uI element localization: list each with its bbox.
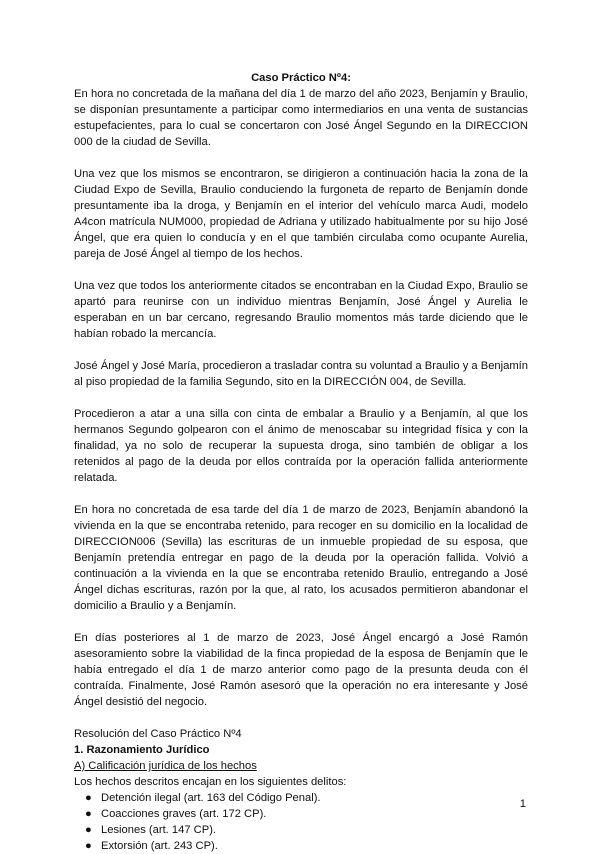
paragraph-7: En días posteriores al 1 de marzo de 2023, José Ángel encargó a José Ramón asesoramiento sobre la viabilidad de la finca propiedad de la esposa de Benjamín que le había entregado el día 1 de marzo anterior como pago de la presunta deuda con él contraída. Finalmente, José Ramón asesoró que la operación no era interesante y José Ángel desistió del negocio. <box>74 632 528 708</box>
case-title: Caso Práctico Nº4: <box>251 72 351 84</box>
list-item <box>74 822 528 838</box>
crimes-list <box>74 790 528 854</box>
bullet-icon: ● <box>85 792 92 804</box>
list-item-text: Detención ilegal (art. 163 del Código Penal). <box>101 792 321 804</box>
bullet-icon: ● <box>85 824 92 836</box>
list-item <box>74 790 528 806</box>
paragraph-5: Procedieron a atar a una silla con cinta de embalar a Braulio y a Benjamín, al que los hermanos Segundo golpearon con el ánimo de menoscabar su integridad física y con la finalidad, ya no solo de recuperar la supuesta droga, sino también de obligar a los retenidos al pago de la deuda por ellos contraída por la operación fallida anteriormente relatada. <box>74 408 528 484</box>
bullet-icon: ● <box>85 808 92 820</box>
list-item-text: Lesiones (art. 147 CP). <box>101 824 217 836</box>
paragraph-1: En hora no concretada de la mañana del día 1 de marzo del año 2023, Benjamín y Braulio, se disponían presuntamente a participar como intermediarios en una venta de sustancias estupefacientes, para lo cual se concertaron con José Ángel Segundo en la DIRECCION 000 de la ciudad de Sevilla. <box>74 88 528 148</box>
list-item-text: Extorsión (art. 243 CP). <box>101 840 218 852</box>
paragraph-2: Una vez que los mismos se encontraron, se dirigieron a continuación hacia la zona de la Ciudad Expo de Sevilla, Braulio conduciendo la furgoneta de reparto de Benjamín donde presuntamente iba la droga, y Benjamín en el interior del vehículo marca Audi, modelo A4con matrícula NUM000, propiedad de Adriana y utilizado habitualmente por su hijo José Ángel, que era quien lo conducía y en el que también circulaba como ocupante Aurelia, pareja de José Ángel al tiempo de los hechos. <box>74 168 528 260</box>
list-item <box>74 838 528 854</box>
page-number: 1 <box>519 798 526 810</box>
bullet-icon: ● <box>85 840 92 852</box>
list-item <box>74 806 528 822</box>
paragraph-6: En hora no concretada de esa tarde del día 1 de marzo de 2023, Benjamín abandonó la vivienda en la que se encontraba retenido, para recoger en su domicilio en la localidad de DIRECCION006 (Sevilla) las escrituras de un inmueble propiedad de su esposa, que Benjamín pretendía entregar en pago de la deuda por la operación fallida. Volvió a continuación a la vivienda en la que se encontraba retenido Braulio, entregando a José Ángel dichas escrituras, razón por la que, al rato, los acusados permitieron abandonar el domicilio a Braulio y a Benjamín. <box>74 504 528 612</box>
document-page <box>74 70 528 854</box>
crimes-intro: Los hechos descritos encajan en los siguientes delitos: <box>74 776 347 788</box>
resolution-heading: Resolución del Caso Práctico Nº4 <box>74 728 242 740</box>
paragraph-3: Una vez que todos los anteriormente citados se encontraban en la Ciudad Expo, Braulio se apartó para reunirse con un individuo mientras Benjamín, José Ángel y Aurelia le esperaban en un bar cercano, regresando Braulio momentos más tarde diciendo que le habían robado la mercancía. <box>74 280 528 340</box>
paragraph-4: José Ángel y José María, procedieron a trasladar contra su voluntad a Braulio y a Benjamín al piso propiedad de la familia Segundo, sito en la DIRECCIÓN 004, de Sevilla. <box>74 360 528 388</box>
subsection-title: A) Calificación jurídica de los hechos <box>74 760 257 772</box>
list-item-text: Coacciones graves (art. 172 CP). <box>101 808 267 820</box>
section-title: 1. Razonamiento Jurídico <box>74 744 210 756</box>
